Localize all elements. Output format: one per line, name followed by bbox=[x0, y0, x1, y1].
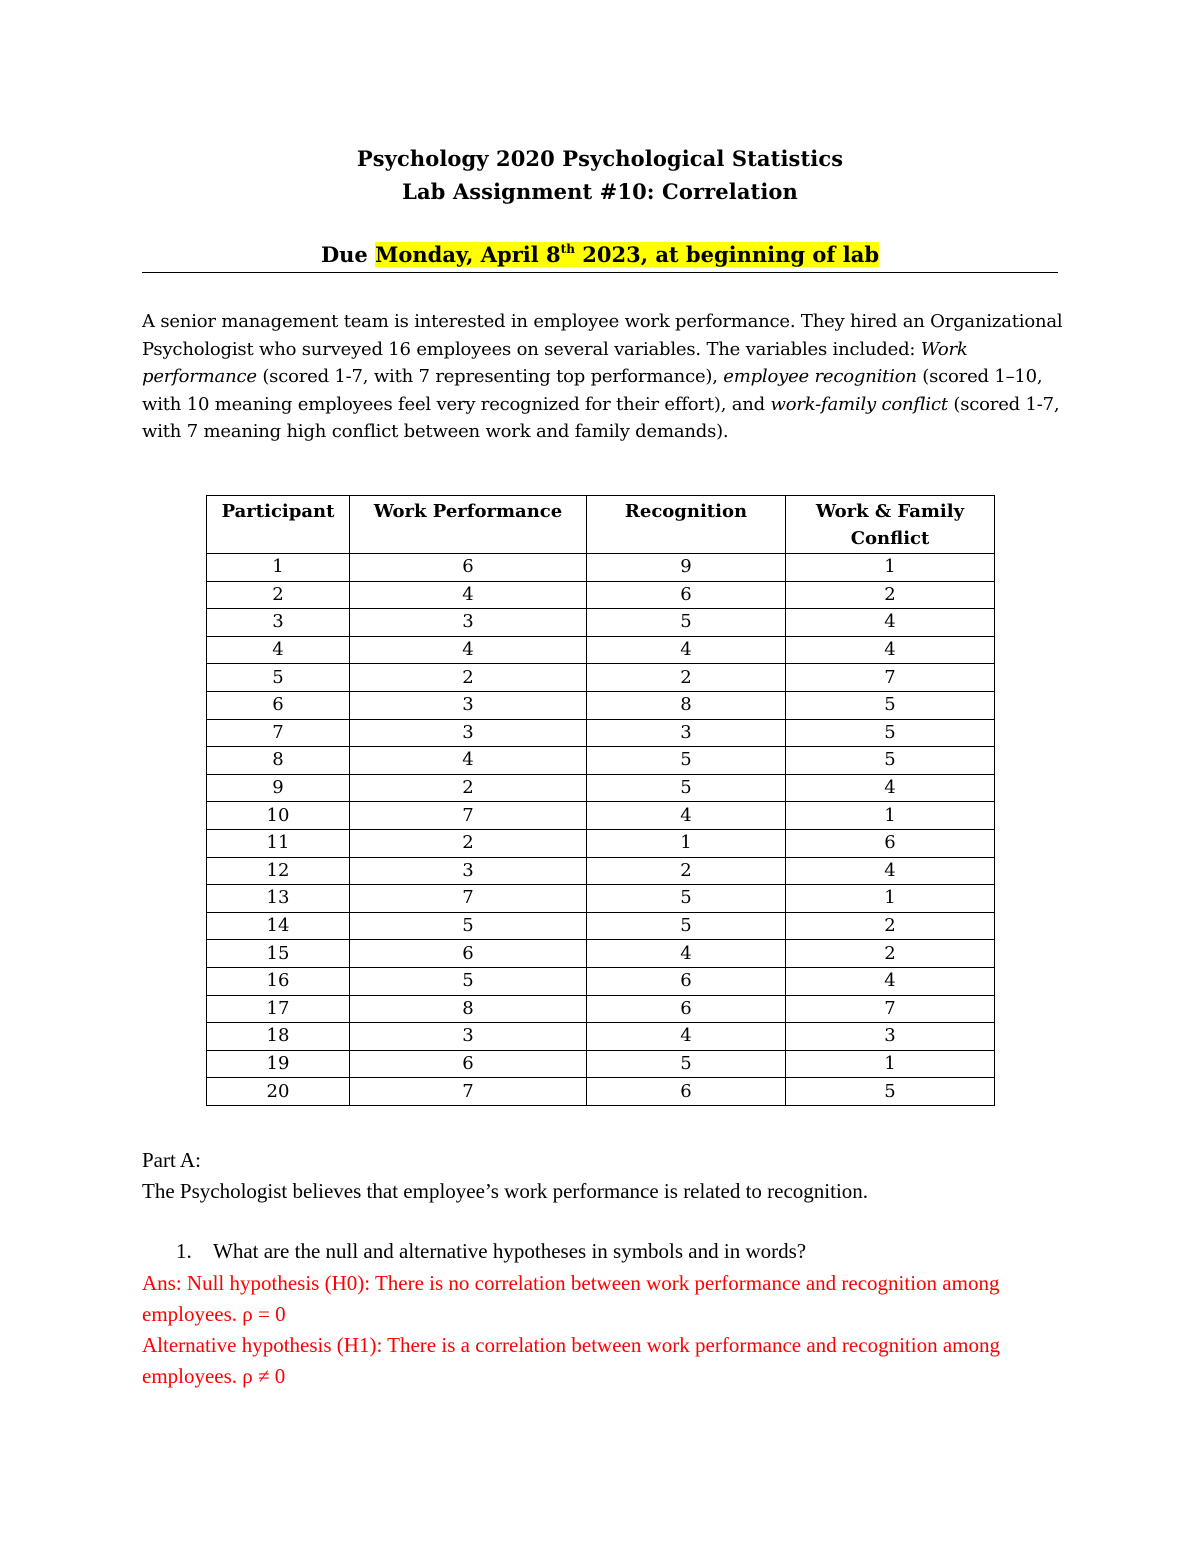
table-cell: 7 bbox=[786, 664, 995, 692]
table-header-row bbox=[207, 496, 995, 554]
table-cell: 2 bbox=[350, 829, 587, 857]
due-date-part2: 2023, at beginning of lab bbox=[574, 242, 880, 267]
table-cell: 4 bbox=[587, 1023, 786, 1051]
header-participant: Participant bbox=[207, 496, 350, 554]
table-cell: 3 bbox=[207, 609, 350, 637]
table-cell: 2 bbox=[587, 857, 786, 885]
table-cell: 6 bbox=[207, 691, 350, 719]
table-cell: 7 bbox=[207, 719, 350, 747]
intro-var-recognition: employee recognition bbox=[723, 366, 917, 387]
table-cell: 4 bbox=[207, 636, 350, 664]
table-cell: 1 bbox=[786, 885, 995, 913]
table-cell: 6 bbox=[587, 995, 786, 1023]
table-cell: 4 bbox=[587, 802, 786, 830]
table-row bbox=[207, 829, 995, 857]
table-row bbox=[207, 1078, 995, 1106]
table-cell: 6 bbox=[350, 940, 587, 968]
table-row bbox=[207, 912, 995, 940]
table-row bbox=[207, 995, 995, 1023]
table-cell: 1 bbox=[786, 1050, 995, 1078]
question-1 bbox=[176, 1236, 806, 1267]
table-cell: 9 bbox=[207, 774, 350, 802]
table-cell: 20 bbox=[207, 1078, 350, 1106]
intro-var-work-performance: Work performance bbox=[142, 338, 968, 387]
table-cell: 3 bbox=[587, 719, 786, 747]
table-cell: 8 bbox=[350, 995, 587, 1023]
table-row bbox=[207, 664, 995, 692]
table-cell: 7 bbox=[350, 885, 587, 913]
table-cell: 2 bbox=[587, 664, 786, 692]
table-row bbox=[207, 802, 995, 830]
table-cell: 5 bbox=[587, 609, 786, 637]
table-cell: 5 bbox=[350, 912, 587, 940]
table-cell: 4 bbox=[350, 636, 587, 664]
table-cell: 1 bbox=[587, 829, 786, 857]
table-row bbox=[207, 747, 995, 775]
table-cell: 19 bbox=[207, 1050, 350, 1078]
table-cell: 2 bbox=[207, 581, 350, 609]
table-cell: 14 bbox=[207, 912, 350, 940]
table-cell: 13 bbox=[207, 885, 350, 913]
table-cell: 1 bbox=[207, 554, 350, 582]
table-cell: 18 bbox=[207, 1023, 350, 1051]
table-cell: 4 bbox=[786, 967, 995, 995]
table-cell: 6 bbox=[350, 554, 587, 582]
intro-text-d: (scored 1-7, with 7 meaning high conflict between work and family demands). bbox=[142, 393, 1060, 442]
header-work-family-conflict: Work & Family Conflict bbox=[786, 496, 995, 554]
title-block bbox=[0, 142, 1200, 208]
table-row bbox=[207, 967, 995, 995]
table-cell: 2 bbox=[786, 912, 995, 940]
table-row bbox=[207, 691, 995, 719]
table-row bbox=[207, 636, 995, 664]
table-cell: 15 bbox=[207, 940, 350, 968]
answer-block bbox=[142, 1268, 1072, 1392]
table-cell: 5 bbox=[786, 691, 995, 719]
table-cell: 5 bbox=[587, 1050, 786, 1078]
header-recognition: Recognition bbox=[587, 496, 786, 554]
table-row bbox=[207, 774, 995, 802]
table-cell: 5 bbox=[207, 664, 350, 692]
question-1-number: 1. bbox=[176, 1239, 192, 1263]
table-cell: 3 bbox=[350, 1023, 587, 1051]
table-cell: 5 bbox=[587, 885, 786, 913]
table-cell: 6 bbox=[350, 1050, 587, 1078]
table-body bbox=[207, 554, 995, 1106]
table-cell: 4 bbox=[587, 940, 786, 968]
table-row bbox=[207, 554, 995, 582]
due-prefix: Due bbox=[320, 242, 376, 267]
intro-paragraph bbox=[142, 308, 1082, 446]
table-cell: 10 bbox=[207, 802, 350, 830]
table-cell: 7 bbox=[786, 995, 995, 1023]
intro-text-c: (scored 1–10, with 10 meaning employees feel very recognized for their effort), and bbox=[142, 366, 1043, 415]
table-cell: 12 bbox=[207, 857, 350, 885]
table-cell: 5 bbox=[786, 719, 995, 747]
part-a-section bbox=[142, 1145, 1082, 1207]
table-cell: 4 bbox=[786, 857, 995, 885]
table-cell: 7 bbox=[350, 1078, 587, 1106]
table-cell: 5 bbox=[786, 747, 995, 775]
table-cell: 1 bbox=[786, 802, 995, 830]
table-row bbox=[207, 940, 995, 968]
table-cell: 5 bbox=[587, 774, 786, 802]
due-date-line bbox=[142, 238, 1058, 273]
table-row bbox=[207, 857, 995, 885]
table-cell: 5 bbox=[587, 747, 786, 775]
participant-data-table bbox=[206, 495, 995, 1106]
due-highlight bbox=[375, 242, 879, 267]
table-row bbox=[207, 885, 995, 913]
table-cell: 3 bbox=[350, 691, 587, 719]
part-a-heading: Part A: bbox=[142, 1148, 201, 1172]
table-cell: 9 bbox=[587, 554, 786, 582]
header-work-performance: Work Performance bbox=[350, 496, 587, 554]
table-cell: 11 bbox=[207, 829, 350, 857]
question-1-text: What are the null and alternative hypotheses in symbols and in words? bbox=[213, 1239, 807, 1263]
table-cell: 17 bbox=[207, 995, 350, 1023]
part-a-statement: The Psychologist believes that employee’s work performance is related to recognition. bbox=[142, 1179, 869, 1203]
table-cell: 4 bbox=[587, 636, 786, 664]
table-cell: 2 bbox=[350, 664, 587, 692]
intro-text-a: A senior management team is interested in employee work performance. They hired an Organizational Psychologist who surveyed 16 employees on several variables. The variables included: bbox=[142, 311, 1063, 360]
table-cell: 3 bbox=[350, 719, 587, 747]
table-cell: 3 bbox=[350, 609, 587, 637]
answer-null-hypothesis: Ans: Null hypothesis (H0): There is no correlation between work performance and recognition among employees. ρ = 0 bbox=[142, 1271, 1000, 1326]
table-cell: 2 bbox=[786, 581, 995, 609]
table-cell: 6 bbox=[587, 967, 786, 995]
table-cell: 5 bbox=[786, 1078, 995, 1106]
table-row bbox=[207, 719, 995, 747]
table-row bbox=[207, 1023, 995, 1051]
table-cell: 3 bbox=[350, 857, 587, 885]
table-cell: 1 bbox=[786, 554, 995, 582]
table-cell: 4 bbox=[350, 747, 587, 775]
table-cell: 7 bbox=[350, 802, 587, 830]
table-cell: 6 bbox=[587, 1078, 786, 1106]
table-row bbox=[207, 609, 995, 637]
table-cell: 6 bbox=[587, 581, 786, 609]
table-cell: 3 bbox=[786, 1023, 995, 1051]
table-cell: 2 bbox=[350, 774, 587, 802]
due-date-superscript: th bbox=[560, 242, 575, 256]
course-title: Psychology 2020 Psychological Statistics bbox=[356, 146, 844, 171]
table-row bbox=[207, 1050, 995, 1078]
table-cell: 4 bbox=[350, 581, 587, 609]
table-cell: 5 bbox=[350, 967, 587, 995]
intro-var-conflict: work-family conflict bbox=[770, 393, 948, 415]
intro-text-b: (scored 1-7, with 7 representing top performance), bbox=[256, 366, 724, 387]
due-date-part1: Monday, April 8 bbox=[375, 242, 561, 267]
assignment-title: Lab Assignment #10: Correlation bbox=[402, 179, 798, 204]
table-cell: 6 bbox=[786, 829, 995, 857]
table-cell: 4 bbox=[786, 636, 995, 664]
table-cell: 8 bbox=[207, 747, 350, 775]
table-cell: 16 bbox=[207, 967, 350, 995]
table-row bbox=[207, 581, 995, 609]
table-cell: 2 bbox=[786, 940, 995, 968]
table-cell: 4 bbox=[786, 609, 995, 637]
table-cell: 4 bbox=[786, 774, 995, 802]
table-cell: 8 bbox=[587, 691, 786, 719]
table-cell: 5 bbox=[587, 912, 786, 940]
answer-alternative-hypothesis: Alternative hypothesis (H1): There is a correlation between work performance and recognition among employees. ρ ≠ 0 bbox=[142, 1333, 1000, 1388]
